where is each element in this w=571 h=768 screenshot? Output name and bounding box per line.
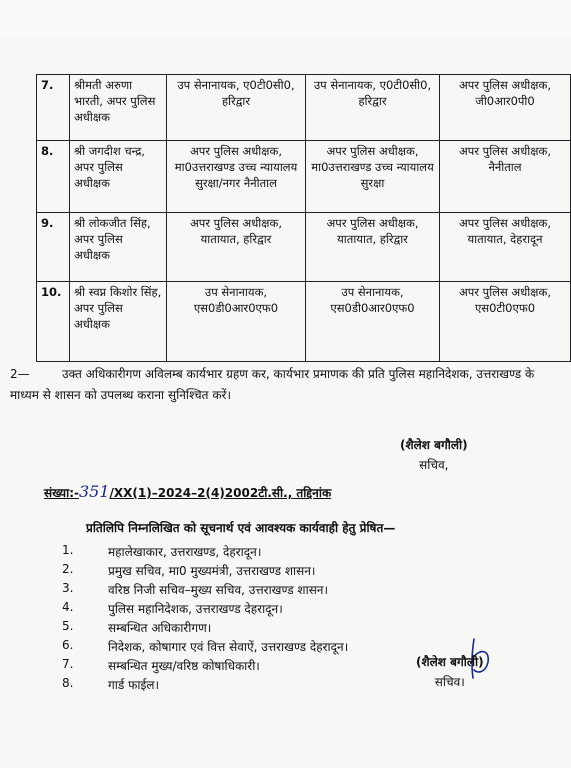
reference-prefix: संख्या:- (44, 486, 79, 500)
list-number: 1. (62, 543, 74, 557)
current-post: उप सेनानायक, ए0टी0सी0, हरिद्वार (167, 75, 306, 141)
list-text: निदेशक, कोषागार एवं वित्त सेवाऐं, उत्तराखण्ड देहरादून। (108, 640, 349, 654)
list-item (62, 581, 348, 600)
list-number: 2. (62, 562, 74, 576)
list-item (62, 619, 348, 638)
list-item (62, 638, 348, 657)
table-row (37, 213, 571, 282)
list-number: 8. (62, 676, 74, 690)
officer-name: श्री जगदीश चन्द्र, अपर पुलिस अधीक्षक (70, 141, 167, 213)
row-number: 10. (37, 282, 70, 362)
copy-list (62, 543, 348, 695)
additional-charge: अपर पुलिस अधीक्षक, एस0टी0एफ0 (440, 282, 571, 362)
list-number: 3. (62, 581, 74, 595)
list-text: सम्बन्धित मुख्य/वरिष्ठ कोषाधिकारी। (108, 659, 260, 673)
list-number: 5. (62, 619, 74, 633)
transfer-table (36, 74, 571, 362)
additional-charge: अपर पुलिस अधीक्षक, यातायात, देहरादून (440, 213, 571, 282)
signatory-designation: सचिव, (419, 458, 449, 472)
list-item (62, 562, 348, 581)
signatory-name: (शैलेश बगौली) (400, 438, 468, 452)
list-number: 6. (62, 638, 74, 652)
table-row (37, 75, 571, 141)
additional-charge: अपर पुलिस अधीक्षक, नैनीताल (440, 141, 571, 213)
additional-charge: अपर पुलिस अधीक्षक, जी0आर0पी0 (440, 75, 571, 141)
list-text: सम्बन्धित अधिकारीगण। (108, 621, 212, 635)
list-text: महालेखाकार, उत्तराखण्ड, देहरादून। (108, 545, 262, 559)
officer-name: श्री स्वप्न किशोर सिंह, अपर पुलिस अधीक्षक (70, 282, 167, 362)
officer-name: श्री लोकजीत सिंह, अपर पुलिस अधीक्षक (70, 213, 167, 282)
viewer-top-bar (0, 0, 571, 39)
handwritten-number: 351 (78, 482, 110, 501)
list-text: वरिष्ठ निजी सचिव–मुख्य सचिव, उत्तराखण्ड शासन। (108, 583, 329, 597)
reference-number (44, 482, 331, 501)
row-number: 7. (37, 75, 70, 141)
new-post: अपर पुलिस अधीक्षक, यातायात, हरिद्वार (306, 213, 440, 282)
list-text: पुलिस महानिदेशक, उत्तराखण्ड देहरादून। (108, 602, 283, 616)
signatory-name: (शैलेश बगौली) (416, 655, 484, 669)
instruction-paragraph (10, 364, 565, 406)
new-post: अपर पुलिस अधीक्षक, मा0उत्तराखण्ड उच्च न्यायालय सुरक्षा (306, 141, 440, 213)
list-text: प्रमुख सचिव, मा0 मुख्यमंत्री, उत्तराखण्ड शासन। (108, 564, 316, 578)
list-item (62, 600, 348, 619)
row-number: 9. (37, 213, 70, 282)
table-row (37, 141, 571, 213)
officer-name: श्रीमती अरुणा भारती, अपर पुलिस अधीक्षक (70, 75, 167, 141)
row-number: 8. (37, 141, 70, 213)
list-item (62, 543, 348, 562)
current-post: अपर पुलिस अधीक्षक, मा0उत्तराखण्ड उच्च न्यायालय सुरक्षा/नगर नैनीताल (167, 141, 306, 213)
paragraph-number: 2— (10, 367, 30, 381)
reference-suffix: /XX(1)–2024–2(4)2002टी.सी., तद्दिनांक (109, 486, 332, 500)
paragraph-text: उक्त अधिकारीगण अविलम्ब कार्यभार ग्रहण कर, कार्यभार प्रमाणक की प्रति पुलिस महानिदेशक, उत्तराखण्ड के माध्यम से शासन को उपलब्ध कराना सुनिश्चित करें। (10, 367, 535, 402)
current-post: अपर पुलिस अधीक्षक, यातायात, हरिद्वार (167, 213, 306, 282)
copy-intro: प्रतिलिपि निम्नलिखित को सूचनार्थ एवं आवश्यक कार्यवाही हेतु प्रेषित— (86, 521, 396, 535)
list-number: 7. (62, 657, 74, 671)
new-post: उप सेनानायक, ए0टी0सी0, हरिद्वार (306, 75, 440, 141)
list-item (62, 676, 348, 695)
document-page (0, 38, 571, 768)
list-text: गार्ड फाईल। (108, 678, 160, 692)
list-number: 4. (62, 600, 74, 614)
current-post: उप सेनानायक, एस0डी0आर0एफ0 (167, 282, 306, 362)
signatory-designation: सचिव। (434, 675, 465, 689)
new-post: उप सेनानायक, एस0डी0आर0एफ0 (306, 282, 440, 362)
signature-block-1 (400, 436, 468, 473)
list-item (62, 657, 348, 676)
table-row (37, 282, 571, 362)
signature-block-2 (416, 653, 484, 690)
